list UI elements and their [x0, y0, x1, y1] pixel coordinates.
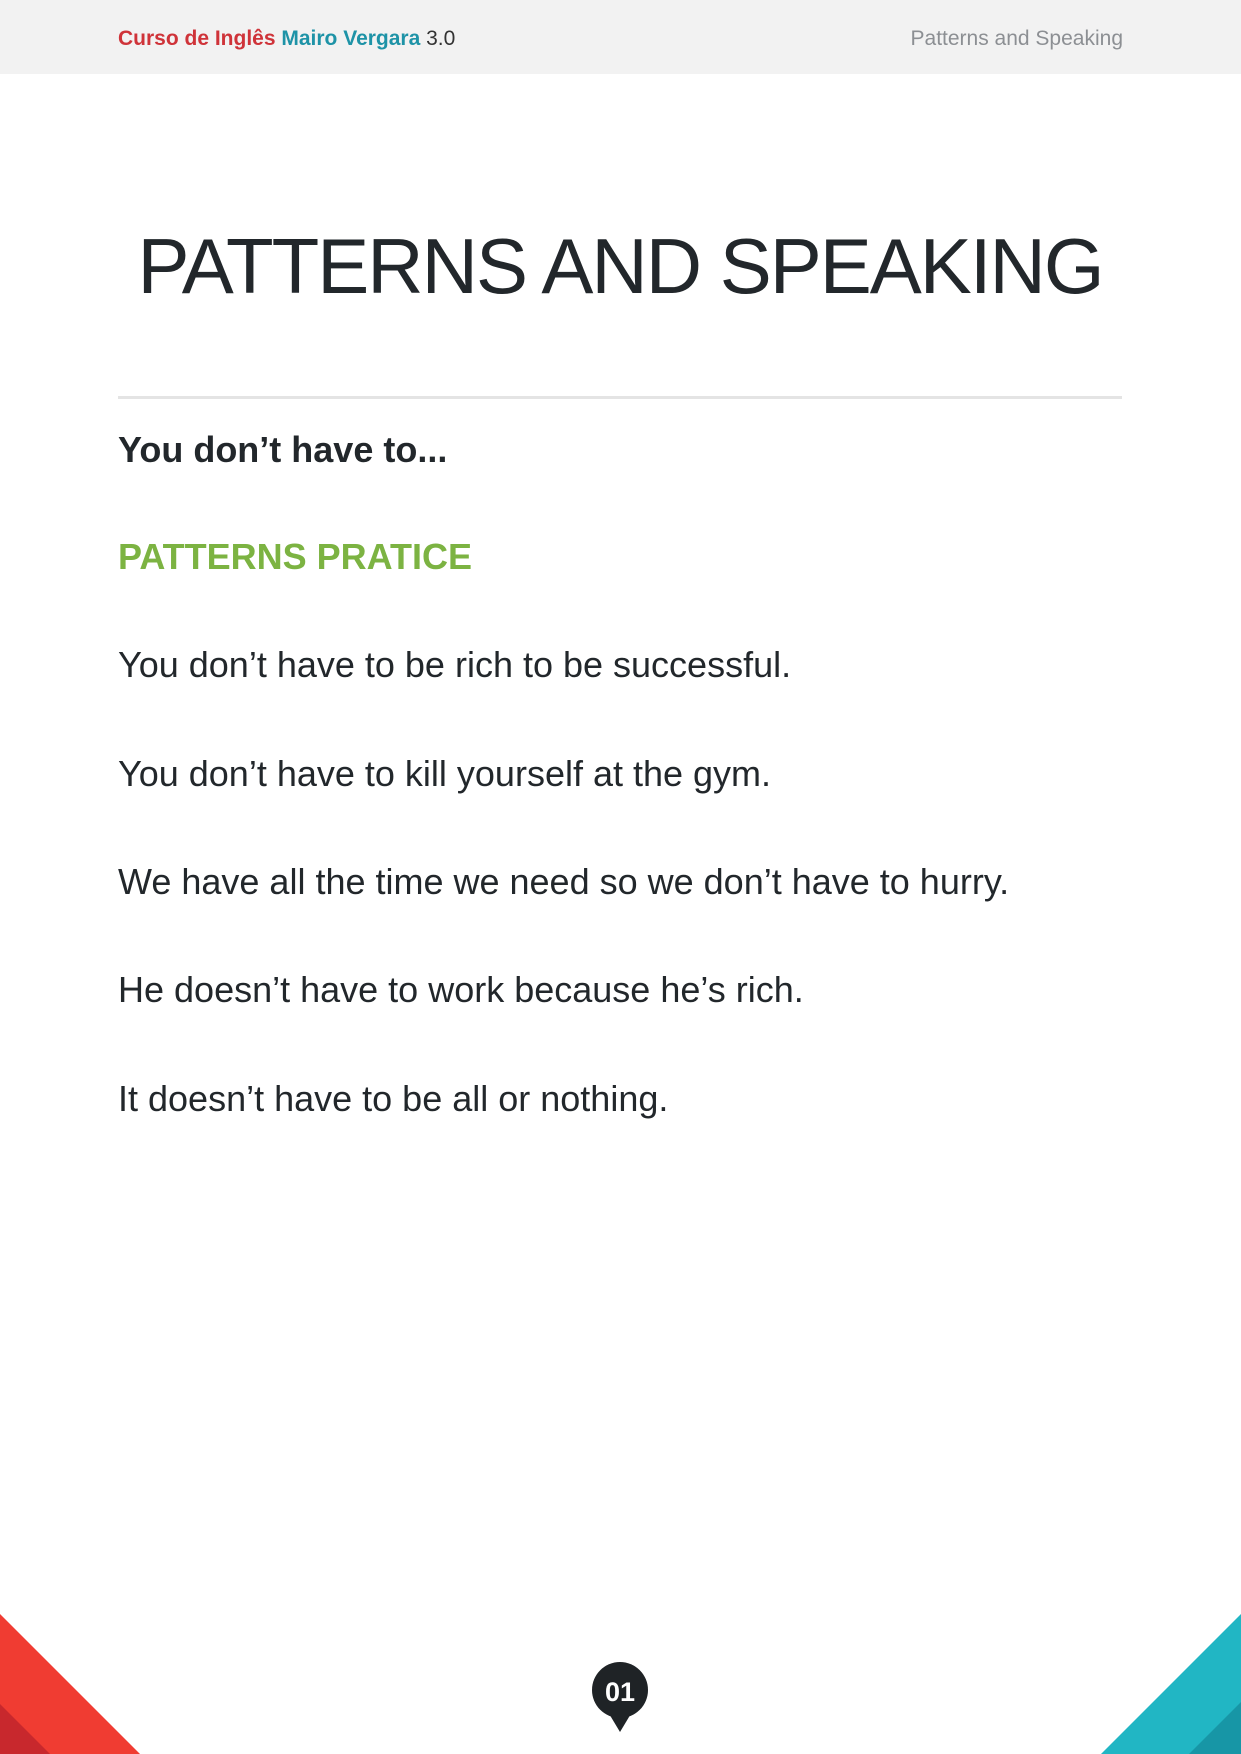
- running-title: Patterns and Speaking: [910, 27, 1123, 50]
- example-sentence: We have all the time we need so we don’t have to hurry.: [118, 861, 1010, 902]
- page-title: PATTERNS AND SPEAKING: [137, 222, 1103, 310]
- lesson-subtitle: You don’t have to...: [118, 429, 448, 470]
- example-sentence: You don’t have to be rich to be successful.: [118, 644, 792, 685]
- example-sentence: It doesn’t have to be all or nothing.: [118, 1078, 669, 1119]
- section-heading: PATTERNS PRATICE: [118, 536, 473, 577]
- brand-author-name: Mairo Vergara: [281, 27, 421, 50]
- example-sentence: He doesn’t have to work because he’s rich.: [118, 969, 804, 1010]
- corner-decoration-right: [1101, 1614, 1241, 1754]
- brand-line: [118, 26, 455, 52]
- example-sentence: You don’t have to kill yourself at the gym.: [118, 753, 772, 794]
- page-header: [0, 0, 1241, 74]
- corner-decoration-left: [0, 1614, 140, 1754]
- brand-version: 3.0: [426, 27, 456, 50]
- brand-course-name: Curso de Inglês: [118, 27, 276, 50]
- title-divider: [118, 396, 1122, 399]
- page-number: 01: [604, 1677, 636, 1707]
